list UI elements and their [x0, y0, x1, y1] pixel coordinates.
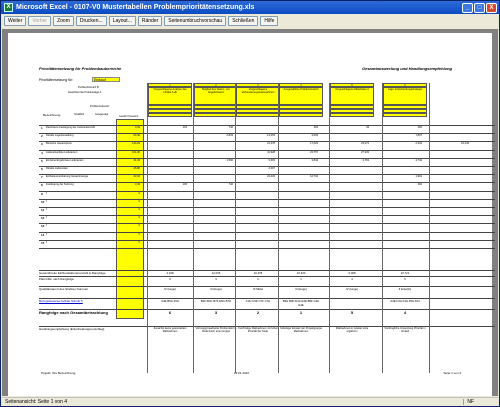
- row-value: 12,732: [310, 175, 318, 179]
- row-value: 16,443: [461, 142, 469, 146]
- row-divider: [39, 240, 495, 241]
- help-button[interactable]: Hilfe: [260, 16, 278, 26]
- column-divider: [147, 83, 148, 373]
- row-weight: 0: [138, 240, 140, 244]
- numlock-indicator: NF: [463, 399, 474, 405]
- summary-divider: [39, 286, 495, 287]
- row-weight: 0: [138, 191, 140, 195]
- row-weight: 3,43: [134, 183, 140, 187]
- row-label: 0: [46, 240, 48, 244]
- reference-value: B3H B3D D4C E4E B5F G4H E4E: [282, 299, 320, 307]
- page-break-preview-button[interactable]: Seitenumbruchvorschau: [164, 16, 226, 26]
- row-label: Lieferantenliste Lieferanten: [46, 150, 78, 154]
- row-value: 4,742: [415, 158, 422, 162]
- zoom-button[interactable]: Zoom: [53, 16, 74, 26]
- row-weight: 0: [138, 199, 140, 203]
- row-divider: [39, 232, 495, 233]
- designation-header: Bezeichnung: [43, 113, 61, 117]
- column-subheader: [279, 113, 323, 117]
- summary-divider: [39, 298, 495, 299]
- row-number: 3: [41, 142, 43, 147]
- sheet-title-right: Gesamtauswertung und Handlungsempfehlung: [361, 66, 452, 71]
- relevance-header: Problemrelevanz: [90, 105, 110, 108]
- column-divider: [278, 83, 279, 373]
- column-subheader: [194, 113, 238, 117]
- overall-rank-label: Rangfolge nach Gesamtbetrachtung: [39, 310, 108, 315]
- rank-number-value: 5: [404, 277, 406, 281]
- footer-page: Seite 1 von 4: [443, 371, 461, 375]
- sheet-title-left: Prioritätensetzung für Problembaubereiche: [39, 66, 122, 71]
- column-divider: [235, 83, 236, 373]
- row-value: 2,833: [226, 134, 233, 138]
- row-weight: 0: [138, 232, 140, 236]
- row-label: 0: [46, 232, 48, 236]
- column-subheader: [383, 113, 427, 117]
- row-value: 3,763: [362, 158, 369, 162]
- column-subheader: [148, 113, 192, 117]
- reference-value: A3E F3G F3H F5H F6d: [390, 299, 420, 303]
- sum-label: Gesamtbreite Einflussfaktorenanzahl & Rangfolge: [39, 271, 106, 275]
- recommendation-value: Vorrangig bearbeitet Problemfeld in Stufe durch eine Gruppe: [195, 327, 237, 334]
- row-value: 2,333: [415, 142, 422, 146]
- row-weight: 144,03: [132, 142, 140, 146]
- row-value: 41,328: [267, 150, 275, 154]
- row-label: 0: [46, 191, 48, 195]
- row-number: 9: [41, 191, 43, 196]
- row-weight: 26,80: [133, 167, 140, 170]
- row-label: 0: [46, 216, 48, 220]
- column-number-3: 3: [236, 83, 280, 87]
- recommendation-label: Handlungsempfehlung (Entscheidungsvorschlag): [39, 327, 105, 331]
- weight-header: Gewicht (Gesamt): [119, 115, 139, 118]
- row-divider: [39, 191, 495, 192]
- row-weight: 0: [138, 224, 140, 228]
- priority-label: Prioritätensetzung für:: [39, 78, 74, 82]
- row-divider: [39, 199, 495, 200]
- row-label: Direkte Lagerbestellung: [46, 134, 74, 138]
- row-value: 7,837: [415, 134, 422, 138]
- row-weight: 3,43: [134, 126, 140, 129]
- row-value: 43: [366, 126, 369, 129]
- row-number: 6: [41, 167, 43, 171]
- quality-value: III (Hoge): [210, 287, 222, 291]
- column-subheader: [236, 113, 280, 117]
- column-header-6: Lage: Entscheidungsstrategie: [383, 87, 427, 105]
- next-button[interactable]: Weiter: [4, 16, 26, 26]
- problem-header-1: Problembereich B: [78, 86, 99, 89]
- print-page: [8, 33, 492, 396]
- row-number: 13: [41, 224, 45, 229]
- column-number-4: 4: [279, 83, 323, 87]
- overall-rank-value: 1: [299, 310, 303, 315]
- row-divider: [39, 248, 495, 249]
- summary-divider: [39, 309, 495, 310]
- row-label: Festlegung der Nutzung: [46, 183, 74, 187]
- quality-value: II Entw(H): [398, 287, 412, 291]
- row-value: 27,333: [361, 150, 369, 154]
- quality-label: Qualitätsreport des Stückes Nummer: [39, 287, 89, 291]
- row-number: 8: [41, 183, 43, 188]
- row-value: 14,363: [267, 134, 275, 138]
- recommendation-value: Maßnahmen in zweiter Linie ergänzen: [335, 327, 369, 334]
- print-button[interactable]: Drucken...: [76, 16, 107, 26]
- problem-header-2: Gewichtet die Problemlage A: [68, 91, 102, 94]
- row-value: 463: [313, 126, 318, 129]
- recommendation-value: Kurzfristige Maßnahmen mit hoher Priorität der Stufe: [238, 327, 278, 334]
- overall-rank-value: 3: [214, 310, 218, 315]
- row-number: 7: [41, 175, 43, 180]
- column-divider: [382, 83, 383, 373]
- column-number-1: 1: [148, 83, 192, 87]
- column-subheader: [330, 113, 374, 117]
- row-number: 1: [41, 126, 43, 130]
- row-number: 10: [41, 199, 45, 204]
- subcol-content: Inhaltlich: [74, 113, 85, 116]
- row-weight: 0: [138, 208, 140, 211]
- column-divider: [193, 83, 194, 373]
- column-divider: [329, 83, 330, 373]
- overall-rank-value: 5: [350, 310, 354, 315]
- column-number-2: 2: [194, 83, 238, 87]
- row-divider: [39, 125, 495, 126]
- row-divider: [39, 215, 495, 216]
- row-number: 15: [41, 240, 45, 245]
- column-header-1: Vorgeschlagene Analyse des Inhalts A+B: [148, 87, 192, 105]
- row-value: 103: [182, 183, 187, 187]
- overall-rank-value: 4: [403, 310, 407, 315]
- row-value: 22,434: [267, 175, 275, 179]
- row-weight: 41,33: [133, 158, 140, 162]
- sum-value: 12,036: [211, 271, 221, 275]
- close-preview-button[interactable]: Schließen: [228, 16, 258, 26]
- row-value: 1,592: [226, 158, 233, 162]
- row-number: 14: [41, 232, 45, 237]
- previous-button: Vorher: [28, 16, 51, 26]
- preview-area[interactable]: [2, 29, 498, 396]
- row-value: 9,303: [268, 158, 275, 162]
- row-number: 5: [41, 158, 43, 163]
- rank-number-value: 1: [300, 277, 302, 281]
- rank-number-label: Platzziffer nach Rangfolge: [39, 277, 74, 281]
- rank-number-value: 2: [257, 277, 259, 281]
- subcol-pronounced: Ausgeprägt: [95, 113, 109, 116]
- layout-button[interactable]: Layout...: [109, 16, 136, 26]
- overall-rank-value: 6: [168, 310, 172, 315]
- summary-divider: [39, 326, 495, 327]
- row-label: Destinierte Festlegung der Lieferantenzahl: [46, 126, 95, 129]
- row-divider: [39, 207, 495, 208]
- title-bar: [1, 1, 499, 14]
- column-number-5: 5: [330, 83, 374, 87]
- status-bar: [2, 397, 498, 406]
- row-label: 0: [46, 208, 48, 211]
- row-value: 21,378: [267, 142, 275, 146]
- print-preview-toolbar: [1, 14, 499, 28]
- sum-value: 6,008: [348, 271, 356, 275]
- row-label: Bereiche Gesamtpreis: [46, 142, 72, 146]
- row-value: 23,767: [310, 150, 318, 154]
- column-divider: [429, 83, 430, 373]
- row-label: Direkte Lieferanten: [46, 167, 68, 170]
- quality-value: IV (Hoge): [164, 287, 176, 291]
- column-header-2: Mitglied des Teams, von Ergebniswert: [194, 87, 238, 105]
- row-value: 17,023: [310, 142, 318, 146]
- row-value: 392: [417, 183, 422, 187]
- row-number: 11: [41, 208, 45, 212]
- recommendation-value: Sofortiger Einsatz der Projektgruppe Maßnahmen: [280, 327, 322, 334]
- row-label: Einheitsvereinbarung Gesamtmenge: [46, 175, 89, 179]
- row-value: 1,901: [415, 175, 422, 179]
- column-header-3: Vorgeschlagene Verbesserungsmassnahmen: [236, 87, 280, 105]
- row-value: 742: [228, 183, 233, 187]
- recommendation-value: Vordringliche Umsetzung Priorität in Vorlauf: [384, 327, 426, 334]
- reference-value: C3H C5D C7F C7H: [245, 299, 271, 303]
- column-number-6: 6: [383, 83, 427, 87]
- row-weight: 101,00: [132, 150, 140, 154]
- summary-divider: [39, 270, 495, 271]
- row-value: 742: [228, 126, 233, 129]
- reference-value: A4E B5G 40H: [161, 299, 179, 303]
- row-value: 2,297: [268, 167, 275, 170]
- row-number: 12: [41, 216, 45, 221]
- status-text: Seitenansicht: Seite 1 von 4: [5, 399, 67, 405]
- sum-value: 10,435: [253, 271, 263, 275]
- reference-value: B3H B4C B7F E5G B7H: [200, 299, 232, 303]
- sum-value: 4,198: [166, 271, 174, 275]
- window-title: Microsoft Excel - 0107-V0 Mustertabellen Problemprioritätensetzung.xls: [16, 4, 255, 11]
- sum-value: 10,330: [296, 271, 306, 275]
- row-label: 0: [46, 199, 48, 203]
- row-weight: 60,40: [133, 134, 140, 138]
- priority-value: Einkauf: [92, 77, 120, 82]
- column-header-4: Ausgewähltes Problembereich: [279, 87, 323, 105]
- quality-value: III Mittel: [253, 287, 263, 291]
- row-divider: [39, 223, 495, 224]
- reference-label[interactable]: Bezugsbeweise Aufbau Schnitt 5: [39, 299, 83, 303]
- quality-value: IV (Hoge): [346, 287, 358, 291]
- row-number: 2: [41, 134, 43, 139]
- footer-project: Projekt: Ihre Bezeichnung: [41, 371, 76, 375]
- overall-rank-value: 2: [256, 310, 260, 315]
- column-header-5: Vorgeschlagene Mitarbeiter A: [330, 87, 374, 105]
- footer-date: 23.01.2010: [234, 371, 250, 375]
- row-weight: 22,34: [133, 175, 140, 179]
- row-divider: [39, 182, 495, 183]
- margins-button[interactable]: Ränder: [138, 16, 162, 26]
- minimize-button[interactable]: _: [462, 3, 473, 13]
- row-label: 0: [46, 224, 48, 228]
- rank-number-value: 3: [215, 277, 217, 281]
- summary-divider: [39, 276, 495, 277]
- rank-number-value: 4: [351, 277, 353, 281]
- excel-app-icon: X: [4, 3, 13, 12]
- row-number: 4: [41, 150, 43, 155]
- row-value: 392: [417, 126, 422, 129]
- row-label: Einzelne Ergebnisse Lieferanten: [46, 158, 84, 162]
- close-button[interactable]: X: [486, 3, 497, 13]
- row-value: 3,603: [311, 134, 318, 138]
- rank-number-value: 6: [169, 277, 171, 281]
- row-value: 23,274: [361, 142, 369, 146]
- recommendation-value: Zunächst keine gesonderten Maßnahmen: [153, 327, 187, 334]
- quality-value: III (Hoge): [295, 287, 307, 291]
- row-weight: 0: [138, 216, 140, 220]
- row-value: 103: [182, 126, 187, 129]
- row-value: 3,844: [311, 158, 318, 162]
- maximize-button[interactable]: □: [474, 3, 485, 13]
- sum-value: 23,721: [400, 271, 410, 275]
